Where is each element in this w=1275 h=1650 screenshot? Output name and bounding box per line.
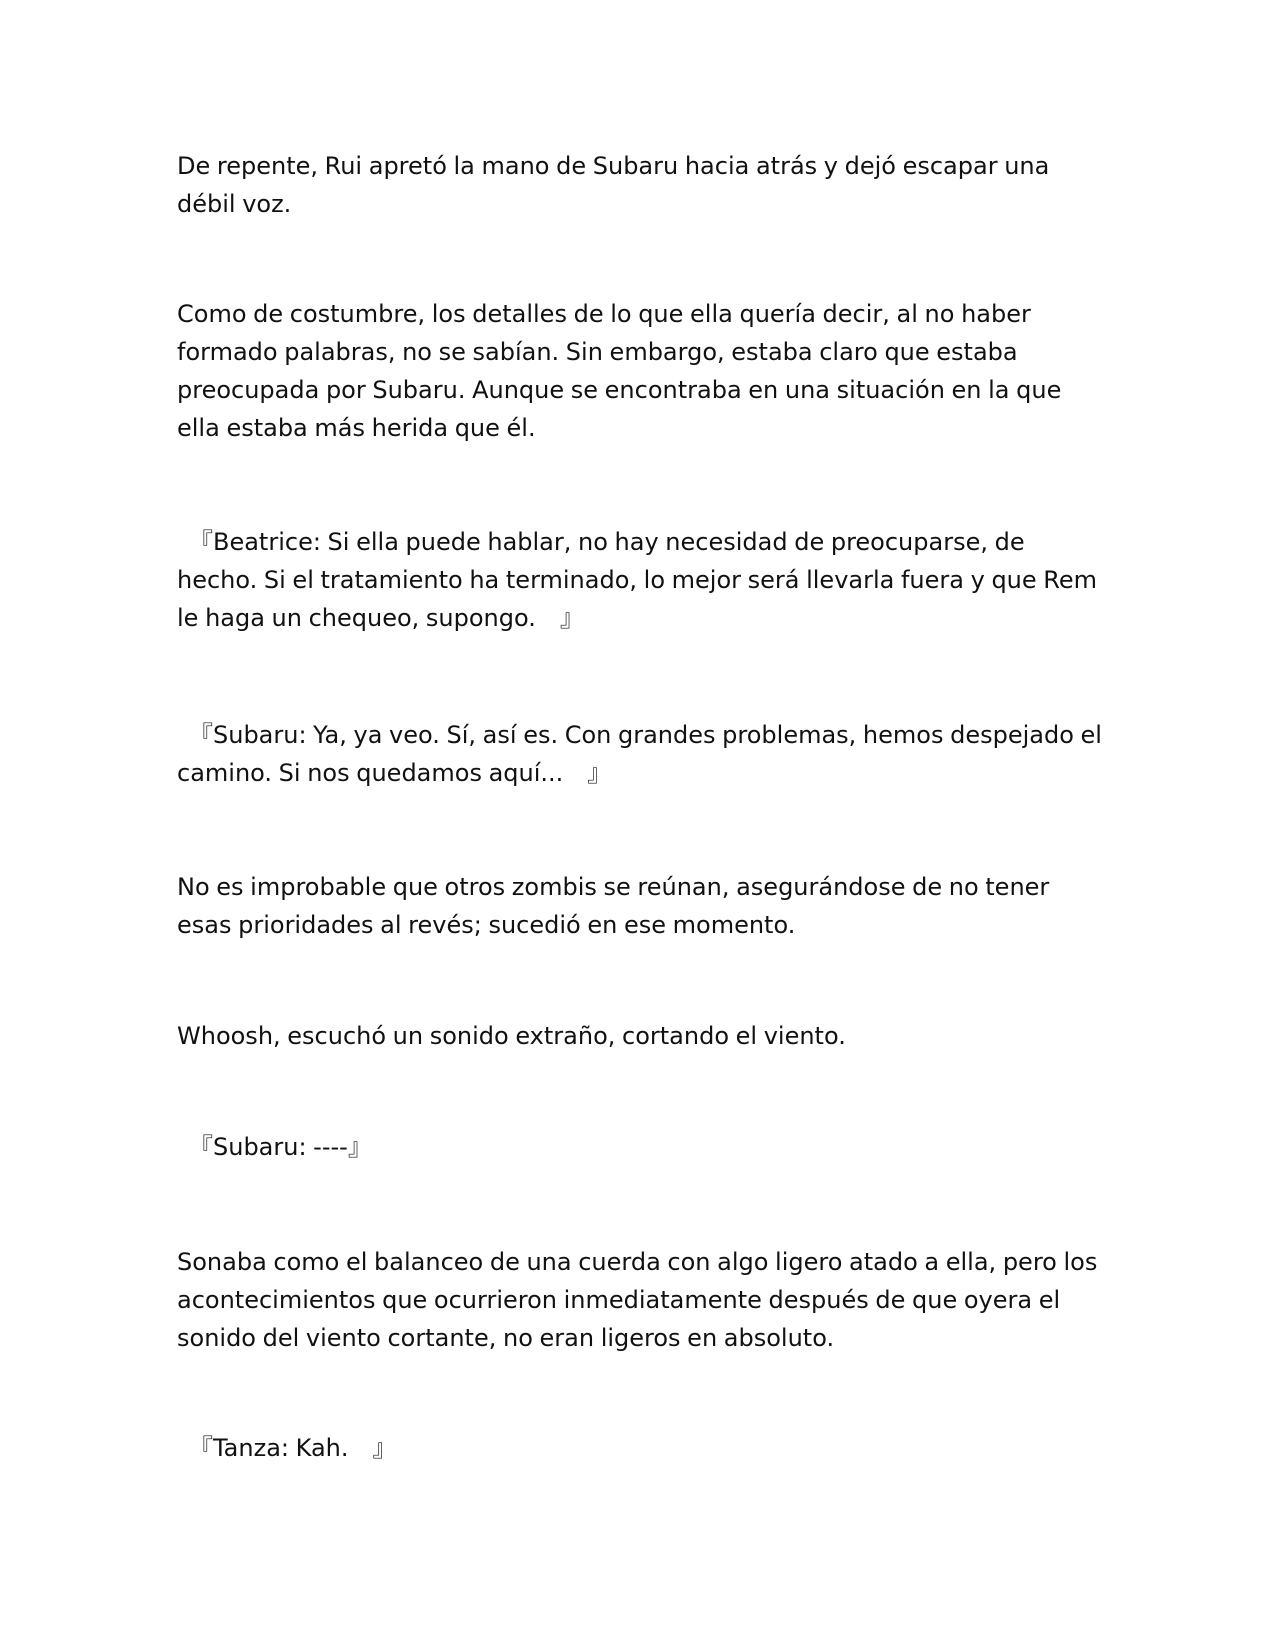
dialogue-beatrice: 『Beatrice: Si ella puede hablar, no hay necesidad de preocuparse, de hecho. Si el tratamiento ha terminado, lo mejor será llevarla fuera y que Rem le haga un chequeo, supongo. 』 <box>177 528 1098 632</box>
narration-paragraph: Como de costumbre, los detalles de lo que ella quería decir, al no haber formado palabras, no se sabían. Sin embargo, estaba claro que estaba preocupada por Subaru. Aunque se encontraba en una situación en la que ella estaba más herida que él. <box>177 300 1062 442</box>
narration-paragraph: No es improbable que otros zombis se reúnan, asegurándose de no tener esas prioridades al revés; sucedió en ese momento. <box>177 873 1050 939</box>
narration-paragraph: Sonaba como el balanceo de una cuerda con algo ligero atado a ella, pero los acontecimientos que ocurrieron inmediatamente después de que oyera el sonido del viento cortante, no eran ligeros en absoluto. <box>177 1248 1098 1352</box>
narration-paragraph: De repente, Rui apretó la mano de Subaru hacia atrás y dejó escapar una débil voz. <box>177 152 1050 218</box>
narration-paragraph: Whoosh, escuchó un sonido extraño, cortando el viento. <box>177 1022 846 1050</box>
dialogue-subaru: 『Subaru: ----』 <box>177 1133 372 1161</box>
dialogue-subaru: 『Subaru: Ya, ya veo. Sí, así es. Con grandes problemas, hemos despejado el camino. Si nos quedamos aquí... 』 <box>177 721 1102 787</box>
dialogue-tanza: 『Tanza: Kah. 』 <box>177 1434 397 1462</box>
